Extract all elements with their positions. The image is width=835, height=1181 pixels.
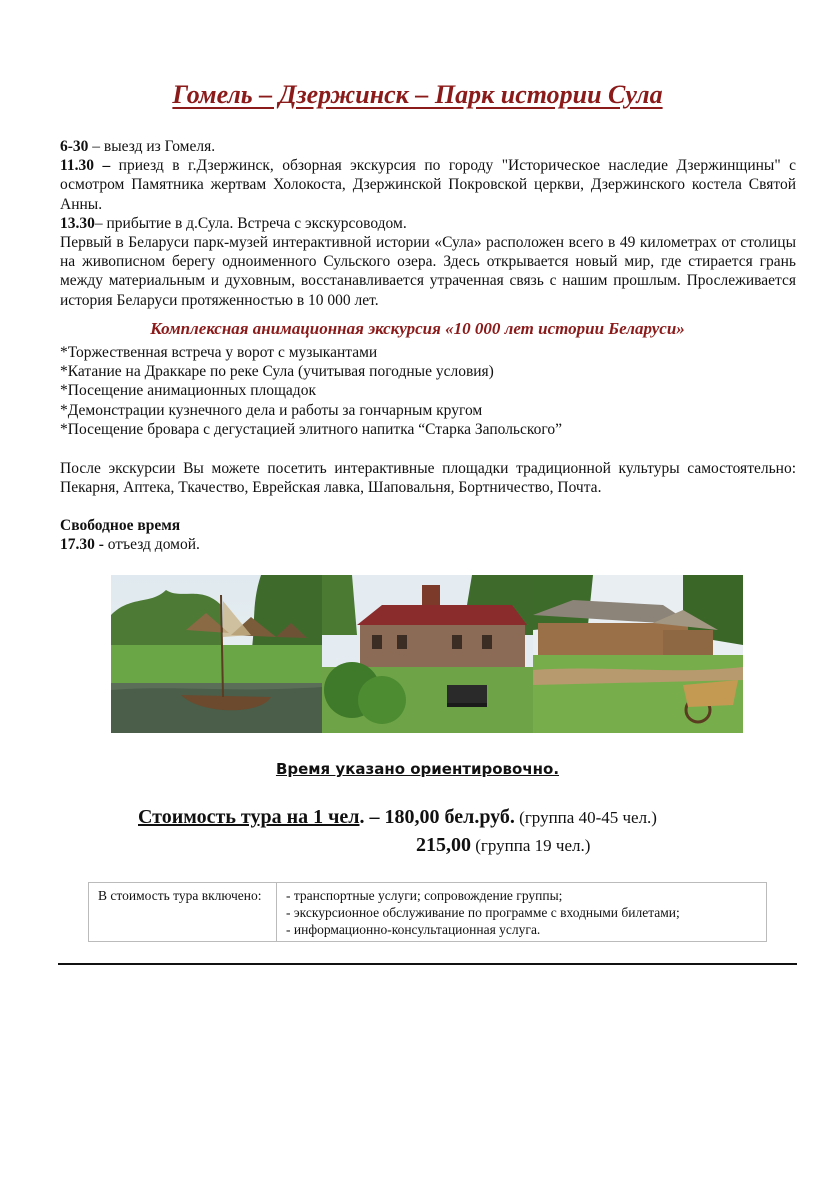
included-item: - транспортные услуги; сопровождение группы; <box>286 888 563 903</box>
schedule-time: 6-30 <box>60 138 89 155</box>
excursion-subheading: Комплексная анимационная экскурсия «10 000 лет истории Беларуси» <box>150 319 685 338</box>
departure-time: 17.30 - <box>60 536 104 554</box>
time-note: Время указано ориентировочно. <box>275 760 560 778</box>
included-label: В стоимость тура включено: <box>89 883 277 942</box>
price-label: Стоимость тура на 1 чел <box>138 806 360 828</box>
intro-paragraph: Первый в Беларуси парк-музей интерактивной истории «Сула» расположен всего в 49 километрах от столицы на живописном берегу одноименного Сульского озера. Здесь открывается новый мир, где стирается грань между материальным и духовным, восстанавливается утраченная связь с нашим прошлым. Прослеживается история Беларуси протяженностью в 10 000 лет. <box>60 234 796 309</box>
photo-strip <box>111 575 743 733</box>
brick-manor-photo <box>322 575 533 733</box>
program-item: *Демонстрации кузнечного дела и работы за гончарным кругом <box>60 401 483 419</box>
price-group-primary: (группа 40-45 чел.) <box>514 808 657 827</box>
schedule-section <box>60 137 796 310</box>
price-value-primary: – 180,00 бел.руб. <box>364 806 515 828</box>
schedule-item <box>60 137 796 156</box>
price-value-secondary: 215,00 <box>416 834 471 856</box>
schedule-text: – выезд из Гомеля. <box>88 138 216 155</box>
schedule-time: 13.30 <box>60 214 95 232</box>
bottom-divider <box>58 963 797 965</box>
wooden-village-photo <box>533 575 743 733</box>
schedule-item <box>60 156 796 214</box>
program-item: *Торжественная встреча у ворот с музыкантами <box>60 344 378 361</box>
drakkar-boat-photo <box>111 575 322 733</box>
schedule-item <box>60 214 796 233</box>
schedule-text: – прибытие в д.Сула. Встреча с экскурсоводом. <box>94 214 407 232</box>
price-group-secondary: (группа 19 чел.) <box>471 836 591 855</box>
price-label-dot: . <box>359 806 365 828</box>
schedule-time: 11.30 – <box>60 157 111 175</box>
included-item: - экскурсионное обслуживание по программе с входными билетами; <box>286 905 680 920</box>
included-services-table <box>88 882 767 942</box>
price-line-primary <box>138 806 657 829</box>
program-item: *Посещение анимационных площадок <box>60 382 316 400</box>
table-row <box>89 883 767 942</box>
departure-line <box>60 535 796 554</box>
schedule-text: приезд в г.Дзержинск, обзорная экскурсия по городу "Историческое наследие Дзержинщины" с осмотром Памятника жертвам Холокоста, Дзержинской Покровской церкви, Дзержинского костела Святой Анны. <box>60 157 796 213</box>
after-excursion-paragraph: После экскурсии Вы можете посетить интерактивные площадки традиционной культуры самостоятельно: Пекарня, Аптека, Ткачество, Еврейская лавка, Шаповальня, Бортничество, Почта. <box>60 460 796 497</box>
program-item: *Посещение бровара с дегустацией элитного напитка “Старка Запольского” <box>60 420 562 438</box>
page-title: Гомель – Дзержинск – Парк истории Сула <box>172 80 663 109</box>
program-list <box>60 343 796 439</box>
free-time-section <box>60 516 796 554</box>
price-line-secondary <box>416 834 590 857</box>
departure-text: отъезд домой. <box>103 536 200 554</box>
free-time-label: Свободное время <box>60 517 181 534</box>
included-items <box>277 883 767 942</box>
included-item: - информационно-консультационная услуга. <box>286 922 541 937</box>
program-item: *Катание на Драккаре по реке Сула (учитывая погодные условия) <box>60 363 494 381</box>
